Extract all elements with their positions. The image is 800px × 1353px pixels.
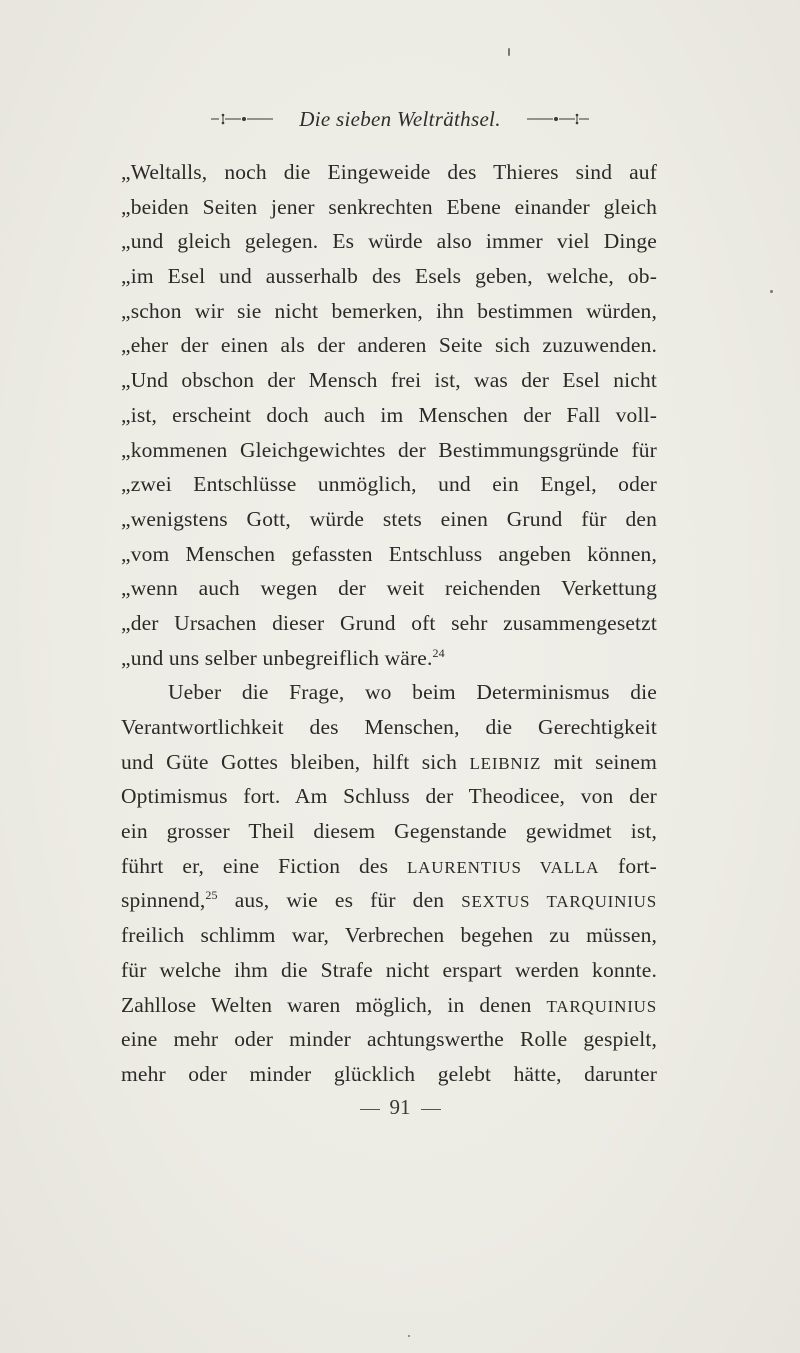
text-line (121, 641, 657, 676)
text-line: für welche ihm die Strafe nicht erspart werden konnte. (121, 957, 657, 982)
page-number: 91 (389, 1095, 411, 1119)
text-line: „und gleich gelegen. Es würde also immer viel Dinge (121, 229, 657, 254)
text-line: führt er, eine Fiction des LAURENTIUS VALLA fort- (121, 853, 657, 878)
paper-speck (508, 48, 510, 56)
text-line: und Güte Gottes bleiben, hilft sich LEIBNIZ mit seinem (121, 749, 657, 774)
footnote-ref-25[interactable]: 25 (205, 888, 218, 903)
text-line: „ist, erscheint doch auch im Menschen der Fall voll- (121, 402, 657, 427)
paper-speck (770, 290, 773, 293)
text-line: Verantwortlichkeit des Menschen, die Gerechtigkeit (121, 715, 657, 739)
paragraph-start-line: Ueber die Frage, wo beim Determinismus die (168, 680, 657, 705)
text-line: mehr oder minder glücklich gelebt hätte, darunter (121, 1061, 657, 1086)
text-line: „der Ursachen dieser Grund oft sehr zusammengesetzt (121, 610, 657, 635)
text-line: Zahllose Welten waren möglich, in denen TARQUINIUS (121, 992, 657, 1017)
name-laurentius-valla: LAURENTIUS VALLA (406, 857, 600, 877)
text-line: freilich schlimm war, Verbrechen begehen zu müssen, (121, 923, 657, 948)
text-line: „im Esel und ausserhalb des Esels geben, welche, ob- (121, 264, 657, 289)
text-line: ein grosser Theil diesem Gegenstande gewidmet ist, (121, 819, 657, 844)
paper-speck (408, 1335, 410, 1337)
text-line: „vom Menschen gefassten Entschluss angeben können, (121, 541, 657, 566)
name-leibniz: LEIBNIZ (469, 753, 542, 773)
text-line: „eher der einen als der anderen Seite sich zuzuwenden. (121, 333, 657, 358)
text-line: spinnend,$^{25}$ aus, wie es für den SEXTUS TARQUINIUS (121, 888, 657, 913)
right-ornament-icon (519, 112, 589, 126)
text-line: „wenn auch wegen der weit reichenden Verkettung (121, 576, 657, 601)
footer-dash-left (360, 1109, 380, 1110)
text-line: „Weltalls, noch die Eingeweide des Thieres sind auf (121, 160, 657, 184)
footnote-ref-24[interactable]: 24 (432, 645, 445, 660)
text-line: „schon wir sie nicht bemerken, ihn bestimmen würden, (121, 298, 657, 323)
left-ornament-icon (211, 112, 281, 126)
text-line: „Und obschon der Mensch frei ist, was der Esel nicht (121, 368, 657, 393)
text-line: Optimismus fort. Am Schluss der Theodicee, von der (121, 784, 657, 809)
footer-dash-right (421, 1109, 441, 1110)
text-line: „kommenen Gleichgewichtes der Bestimmungsgründe für (121, 437, 657, 462)
name-tarquinius: TARQUINIUS (546, 996, 657, 1016)
text-line: eine mehr oder minder achtungswerthe Rolle gespielt, (121, 1027, 657, 1052)
body-text (121, 155, 657, 1092)
running-header-title: Die sieben Welträthsel. (299, 106, 501, 131)
text-line: „beiden Seiten jener senkrechten Ebene einander gleich (121, 194, 657, 219)
page-footer (0, 1095, 800, 1120)
text-line: „wenigstens Gott, würde stets einen Grund für den (121, 506, 657, 531)
text-line: „zwei Entschlüsse unmöglich, und ein Engel, oder (121, 472, 657, 497)
name-sextus-tarquinius: SEXTUS TARQUINIUS (461, 892, 657, 912)
quote-end-text: „und uns selber unbegreiflich wäre. (121, 645, 433, 670)
running-header (0, 104, 800, 134)
